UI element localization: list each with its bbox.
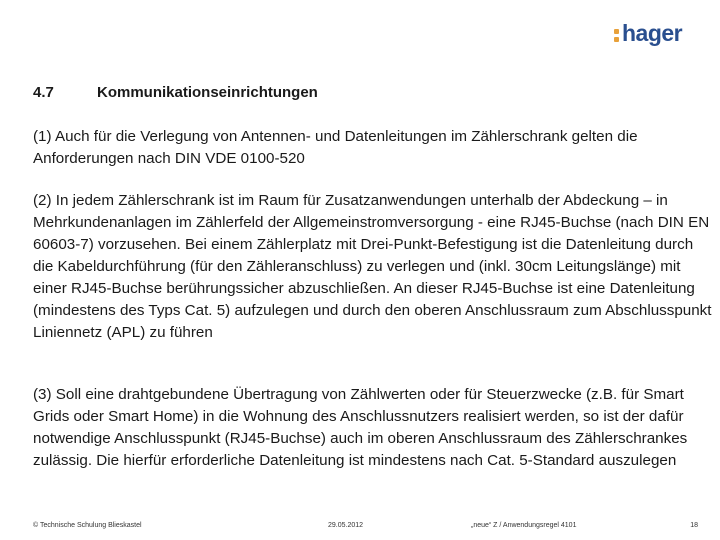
logo-dots	[614, 29, 619, 42]
footer-document-title: „neue“ Z / Anwendungsregel 4101	[471, 522, 577, 529]
logo-dot-top	[614, 29, 619, 34]
footer-copyright: © Technische Schulung Blieskastel	[33, 522, 142, 529]
paragraph-2: (2) In jedem Zählerschrank ist im Raum für Zusatzanwendungen unterhalb der Abdeckung – in Mehrkundenanlagen im Zählerfeld der Allgemeinstromversorgung - eine RJ45-Buchse (nach DIN EN 60603-7) vorzusehen. Bei einem Zählerplatz mit Drei-Punkt-Befestigung ist die Datenleitung durch die Kabeldurchführung (für den Zähleranschluss) zu verlegen und (inkl. 30cm Leitungslänge) mit einer RJ45-Buchse berührungssicher abzuschließen. An dieser RJ45-Buchse ist eine Datenleitung (mindestens des Typs Cat. 5) aufzulegen und durch den oberen Anschlussraum zum Abschlusspunkt Liniennetz (APL) zu führen	[33, 192, 712, 341]
section-heading	[33, 84, 318, 101]
footer-page-number: 18	[690, 522, 698, 529]
hager-logo	[614, 22, 682, 45]
paragraph-3: (3) Soll eine drahtgebundene Übertragung von Zählwerten oder für Steuerzwecke (z.B. für Smart Grids oder Smart Home) in die Wohnung des Anschlussnutzers realisiert werden, so ist der dafür notwendige Anschlusspunkt (RJ45-Buchse) auch im oberen Anschlussraum des Zählerschrankes zulässig. Die hierfür erforderliche Datenleitung ist mindestens nach Cat. 5-Standard auszulegen	[33, 386, 688, 469]
section-title: Kommunikationseinrichtungen	[97, 84, 318, 101]
footer-date: 29.05.2012	[328, 522, 364, 529]
paragraph-1: (1) Auch für die Verlegung von Antennen- und Datenleitungen im Zählerschrank gelten die Anforderungen nach DIN VDE 0100-520	[33, 128, 638, 167]
logo-dot-bottom	[614, 37, 619, 42]
section-number: 4.7	[33, 84, 54, 101]
logo-wordmark: hager	[622, 20, 683, 46]
